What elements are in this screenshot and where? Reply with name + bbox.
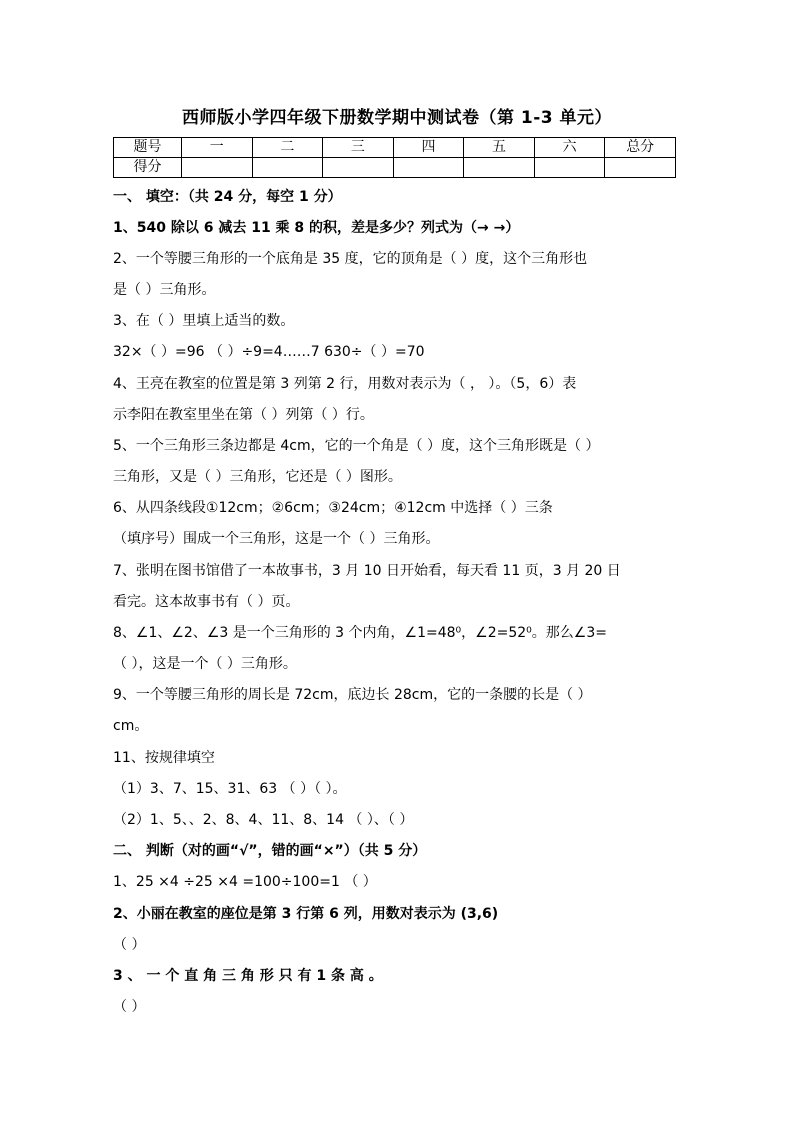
score-table-cell: 一 — [182, 138, 253, 158]
question-line: 8、∠1、∠2、∠3 是一个三角形的 3 个内角，∠1=48⁰，∠2=52⁰。那么∠3= — [113, 625, 607, 641]
question-line: 9、一个等腰三角形的周长是 72cm，底边长 28cm，它的一条腰的长是（ ） — [113, 687, 592, 703]
question-line: 3 、 一 个 直 角 三 角 形 只 有 1 条 高 。 — [113, 968, 383, 984]
score-table-cell: 得分 — [114, 158, 182, 178]
question-line: （1）3、7、15、31、63 （ ）（ ）。 — [113, 781, 347, 797]
score-table-cell: 三 — [323, 138, 394, 158]
score-entry-cell[interactable] — [605, 158, 676, 178]
question-line: （ ） — [113, 937, 146, 953]
exam-title: 西师版小学四年级下册数学期中测试卷（第 1-3 单元） — [181, 108, 613, 128]
score-entry-cell[interactable] — [534, 158, 605, 178]
score-entry-cell[interactable] — [182, 158, 253, 178]
score-table-cell: 总分 — [605, 138, 676, 158]
question-line: （2）1、5、、2、8、4、11、8、14 （ ）、（ ） — [113, 812, 414, 828]
score-table-cell: 五 — [464, 138, 535, 158]
question-line: 4、王亮在教室的位置是第 3 列第 2 行，用数对表示为（ ， ）。（5，6）表 — [113, 376, 577, 392]
question-line: cm。 — [113, 718, 149, 734]
score-table — [113, 137, 676, 178]
score-entry-cell[interactable] — [393, 158, 464, 178]
question-line: （ ） — [113, 999, 146, 1015]
score-entry-cell[interactable] — [464, 158, 535, 178]
question-line: 2、小丽在教室的座位是第 3 行第 6 列，用数对表示为 (3,6) — [113, 906, 499, 922]
question-line: 3、在（ ）里填上适当的数。 — [113, 313, 295, 329]
score-table-header-row — [114, 138, 676, 158]
question-line: 2、一个等腰三角形的一个底角是 35 度，它的顶角是（ ）度，这个三角形也 — [113, 251, 588, 267]
question-line: （填序号）围成一个三角形，这是一个（ ）三角形。 — [113, 531, 440, 547]
question-line: 1、25 ×4 ÷25 ×4 =100÷100=1 （ ） — [113, 874, 377, 890]
section-heading: 二、 判断（对的画“√”，错的画“×”）（共 5 分） — [113, 843, 427, 859]
question-line: 7、张明在图书馆借了一本故事书，3 月 10 日开始看，每天看 11 页，3 月 20 日 — [113, 563, 621, 579]
score-entry-cell[interactable] — [323, 158, 394, 178]
question-line: 三角形，又是（ ）三角形，它还是（ ）图形。 — [113, 469, 402, 485]
score-table-score-row — [114, 158, 676, 178]
question-line: 看完。这本故事书有（ ）页。 — [113, 594, 300, 610]
score-table-cell: 六 — [534, 138, 605, 158]
question-line: 是（ ）三角形。 — [113, 282, 216, 298]
score-table-cell: 二 — [252, 138, 323, 158]
score-entry-cell[interactable] — [252, 158, 323, 178]
question-line: 示李阳在教室里坐在第（ ）列第（ ）行。 — [113, 407, 374, 423]
question-line: 5、一个三角形三条边都是 4cm，它的一个角是（ ）度，这个三角形既是（ ） — [113, 438, 600, 454]
question-line: 11、按规律填空 — [113, 750, 215, 766]
score-table-cell: 题号 — [114, 138, 182, 158]
question-line: 32×（ ）=96 （ ）÷9=4……7 630÷（ ）=70 — [113, 344, 425, 360]
score-table-cell: 四 — [393, 138, 464, 158]
question-line: 1、540 除以 6 减去 11 乘 8 的积，差是多少？列式为（→ →） — [113, 220, 520, 236]
question-line: （ ），这是一个（ ）三角形。 — [113, 656, 297, 672]
question-line: 6、从四条线段①12cm；②6cm；③24cm；④12cm 中选择（ ）三条 — [113, 500, 553, 516]
section-heading: 一、 填空：（共 24 分，每空 1 分） — [113, 189, 342, 205]
